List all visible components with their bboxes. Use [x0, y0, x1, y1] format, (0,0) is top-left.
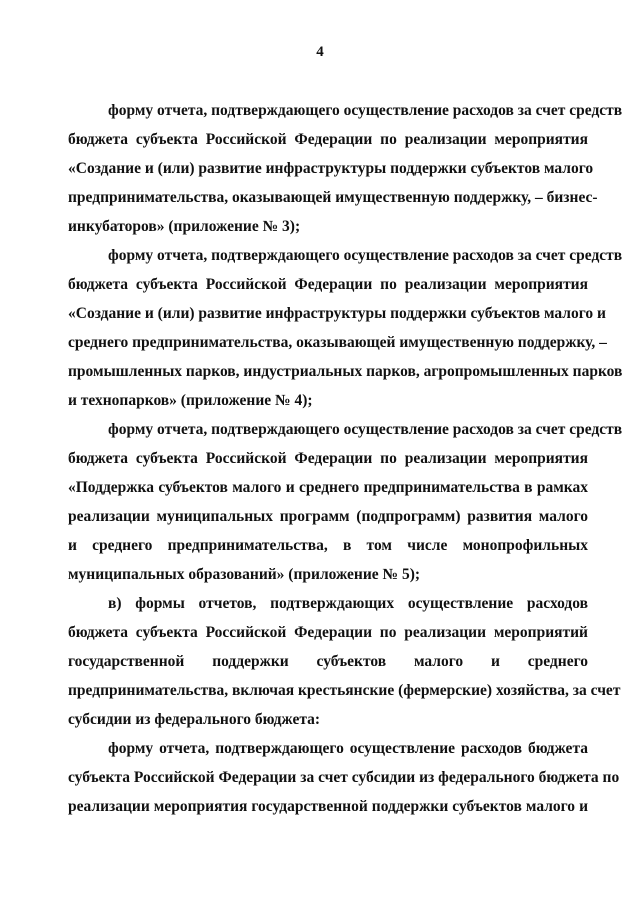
text-line: форму отчета, подтверждающего осуществление расходов за счет средств [108, 102, 623, 119]
text-line: субсидии из федерального бюджета: [68, 711, 321, 728]
text-line: государственной поддержки субъектов малого и среднего [68, 653, 588, 670]
text-line: и среднего предпринимательства, в том числе монопрофильных [68, 537, 588, 554]
text-line: бюджета субъекта Российской Федерации по реализации мероприятия [68, 131, 588, 148]
text-line: бюджета субъекта Российской Федерации по реализации мероприятия [68, 276, 588, 293]
document-body [68, 96, 623, 821]
text-line: форму отчета, подтверждающего осуществление расходов за счет средств [108, 247, 623, 264]
text-line: среднего предпринимательства, оказывающей имущественную поддержку, – [68, 334, 607, 351]
text-line: «Поддержка субъектов малого и среднего предпринимательства в рамках [68, 479, 588, 496]
text-line: бюджета субъекта Российской Федерации по реализации мероприятий [68, 624, 588, 641]
text-line: «Создание и (или) развитие инфраструктуры поддержки субъектов малого и [68, 305, 606, 322]
text-line: предпринимательства, оказывающей имущественную поддержку, – бизнес- [68, 189, 598, 206]
page-number: 4 [316, 44, 324, 60]
text-line: муниципальных образований» (приложение № 5); [68, 566, 421, 583]
text-line: «Создание и (или) развитие инфраструктуры поддержки субъектов малого [68, 160, 594, 177]
text-line: инкубаторов» (приложение № 3); [68, 218, 301, 235]
text-line: форму отчета, подтверждающего осуществление расходов бюджета [108, 740, 588, 757]
text-line: субъекта Российской Федерации за счет субсидии из федерального бюджета по [68, 769, 620, 786]
text-line: в) формы отчетов, подтверждающих осуществление расходов [108, 595, 588, 612]
text-line: реализации муниципальных программ (подпрограмм) развития малого [68, 508, 588, 525]
text-line: и технопарков» (приложение № 4); [68, 392, 313, 409]
text-line: форму отчета, подтверждающего осуществление расходов за счет средств [108, 421, 623, 438]
text-line: предпринимательства, включая крестьянские (фермерские) хозяйства, за счет [68, 682, 621, 699]
text-line: промышленных парков, индустриальных парков, агропромышленных парков [68, 363, 623, 380]
text-line: бюджета субъекта Российской Федерации по реализации мероприятия [68, 450, 588, 467]
text-line: реализации мероприятия государственной поддержки субъектов малого и [68, 798, 588, 815]
